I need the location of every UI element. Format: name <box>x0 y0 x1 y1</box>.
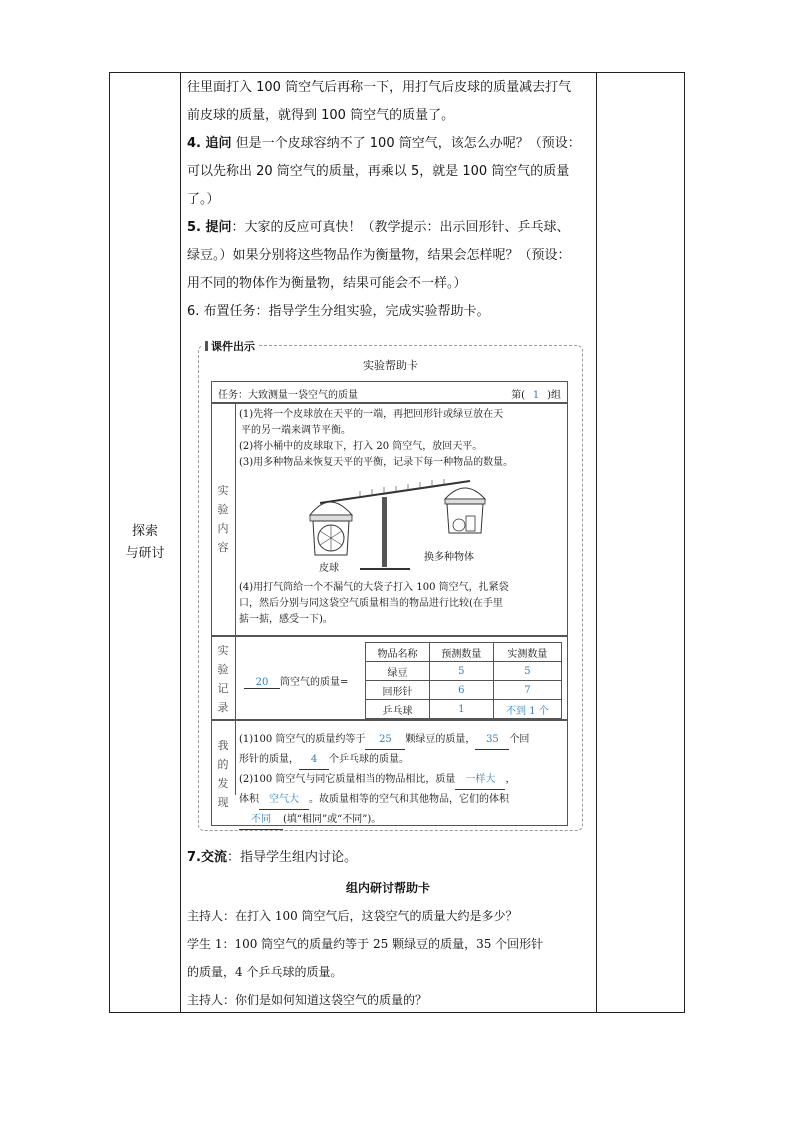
table-cell: 6 <box>429 681 493 700</box>
table-row <box>366 700 562 719</box>
step-label: 5. 提问 <box>187 220 232 235</box>
table-cell: 1 <box>429 700 493 719</box>
step-line: (4)用打气筒给一个不漏气的大袋子打入 100 筒空气，扎紧袋 <box>239 582 509 593</box>
task-text: 任务：大致测量一袋空气的质量 <box>218 390 358 401</box>
right-bucket <box>447 504 483 533</box>
step-line: 掂一掂，感受一下)。 <box>239 614 333 625</box>
table-header-row <box>366 643 562 662</box>
table-cell: 回形针 <box>366 681 430 700</box>
record-label <box>211 641 235 717</box>
left-pan <box>310 515 352 521</box>
paragraph-line: 可以先称出 20 筒空气的质量，再乘以 5，就是 100 筒空气的质量 <box>187 164 570 179</box>
finding-line: (2)100 筒空气与同它质量相当的物品相比，质量 一样大 ， <box>239 770 565 790</box>
table-cell: 7 <box>493 681 561 700</box>
scale-post <box>382 497 387 567</box>
finding-line: 体积 空气大 。故质量相等的空气和其他物品，它们的体积 <box>239 790 565 810</box>
vlabel-char: 内 <box>217 522 229 535</box>
step-line: (1)先将一个皮球放在天平的一端，再把回形针或绿豆放在天 <box>239 409 504 420</box>
column-divider-1 <box>180 73 181 1012</box>
group-number: 第( 1 )组 <box>511 390 561 401</box>
paragraph-line: 了。） <box>187 192 220 207</box>
paragraph-4-line1: 4. 追问 但是一个皮球容纳不了 100 筒空气，该怎么办呢？（预设： <box>187 136 581 151</box>
vlabel-char: 验 <box>217 503 229 516</box>
table-cell: 绿豆 <box>366 662 430 681</box>
table-row <box>366 681 562 700</box>
finding-line: 不同 (填“相同”或“不同”)。 <box>239 810 565 830</box>
step-line: 口，然后分别与同这袋空气质量相当的物品进行比较(在手里 <box>239 598 503 609</box>
table-cell: 5 <box>429 662 493 681</box>
section-7-heading: 7.交流：指导学生组内讨论。 <box>187 850 357 865</box>
experiment-card-title: 实验帮助卡 <box>363 359 418 372</box>
left-dome <box>310 502 352 515</box>
vlabel-char: 我 <box>217 739 229 752</box>
label-items: 换多种物体 <box>424 552 474 563</box>
finding-line: 形针的质量， 4 个乒乓球的质量。 <box>239 750 565 770</box>
section-label-line2: 与研讨 <box>125 546 165 561</box>
vlabel-char: 实 <box>217 484 229 497</box>
vlabel-char: 记 <box>217 682 229 695</box>
tag-bar-icon <box>205 341 208 351</box>
table-cell: 5 <box>493 662 561 681</box>
paragraph-6: 6. 布置任务：指导学生分组实验，完成实验帮助卡。 <box>187 304 490 319</box>
paragraph-5-line1: 5. 提问：大家的反应可真快！（教学提示：出示回形针、乒乓球、 <box>187 220 570 235</box>
table-header: 实测数量 <box>493 643 561 662</box>
record-count: 20 <box>244 677 280 689</box>
right-dome <box>445 488 485 499</box>
task-row <box>211 381 568 403</box>
record-table <box>365 642 562 719</box>
table-header: 物品名称 <box>366 643 430 662</box>
step-label: 4. 追问 <box>187 136 232 151</box>
finding-line: (1)100 筒空气的质量约等于 25 颗绿豆的质量， 35 个回 <box>239 730 565 750</box>
paragraph-line: 往里面打入 100 筒空气后再称一下，用打气后皮球的质量减去打气 <box>187 80 572 95</box>
step-line: 平的另一端来调节平衡。 <box>241 425 351 436</box>
column-divider-2 <box>596 73 597 1012</box>
vlabel-char: 的 <box>217 758 229 771</box>
item-icon <box>466 516 475 531</box>
right-pan <box>445 499 485 504</box>
vlabel-char: 验 <box>217 663 229 676</box>
step-line: (3)用多种物品来恢复天平的平衡，记录下每一种物品的数量。 <box>239 457 514 468</box>
paragraph-line: 用不同的物体作为衡量物，结果可能会不一样。） <box>187 276 467 291</box>
vlabel-char: 发 <box>217 777 229 790</box>
step-line: (2)将小桶中的皮球取下，打入 20 筒空气，放回天平。 <box>239 441 483 452</box>
findings-text <box>239 730 565 830</box>
pingpong-icon <box>453 519 465 531</box>
lesson-table <box>109 72 685 1013</box>
section-label-line1: 探索 <box>131 524 158 539</box>
findings-label <box>211 736 235 812</box>
paragraph-line: 绿豆。）如果分别将这些物品作为衡量物，结果会怎样呢？（预设： <box>187 248 571 263</box>
discussion-card-title: 组内研讨帮助卡 <box>345 881 430 895</box>
table-row <box>366 662 562 681</box>
record-formula: 20 筒空气的质量= <box>244 673 348 689</box>
vlabel-char: 实 <box>217 644 229 657</box>
content-label <box>211 481 235 557</box>
table-header: 预测数量 <box>429 643 493 662</box>
step4-text <box>239 580 565 628</box>
discussion-line: 主持人：你们是如何知道这袋空气的质量的？ <box>187 993 428 1007</box>
discussion-line: 学生 1：100 筒空气的质量约等于 25 颗绿豆的质量，35 个回形针 <box>187 937 544 951</box>
discussion-line: 主持人：在打入 100 筒空气后，这袋空气的质量大约是多少？ <box>187 909 518 923</box>
paragraph-line: 前皮球的质量，就得到 100 筒空气的质量了。 <box>187 108 455 123</box>
table-cell: 乒乓球 <box>366 700 430 719</box>
vlabel-char: 录 <box>217 701 229 714</box>
vlabel-char: 容 <box>217 541 229 554</box>
steps-text <box>239 407 565 471</box>
section-label <box>110 521 180 565</box>
label-ball: 皮球 <box>319 563 339 574</box>
table-cell: 不到 1 个 <box>493 700 561 719</box>
step-label: 7.交流 <box>187 850 227 865</box>
discussion-line: 的质量，4 个乒乓球的质量。 <box>187 965 343 979</box>
courseware-tag: 课件出示 <box>202 338 258 354</box>
vlabel-char: 现 <box>217 796 229 809</box>
